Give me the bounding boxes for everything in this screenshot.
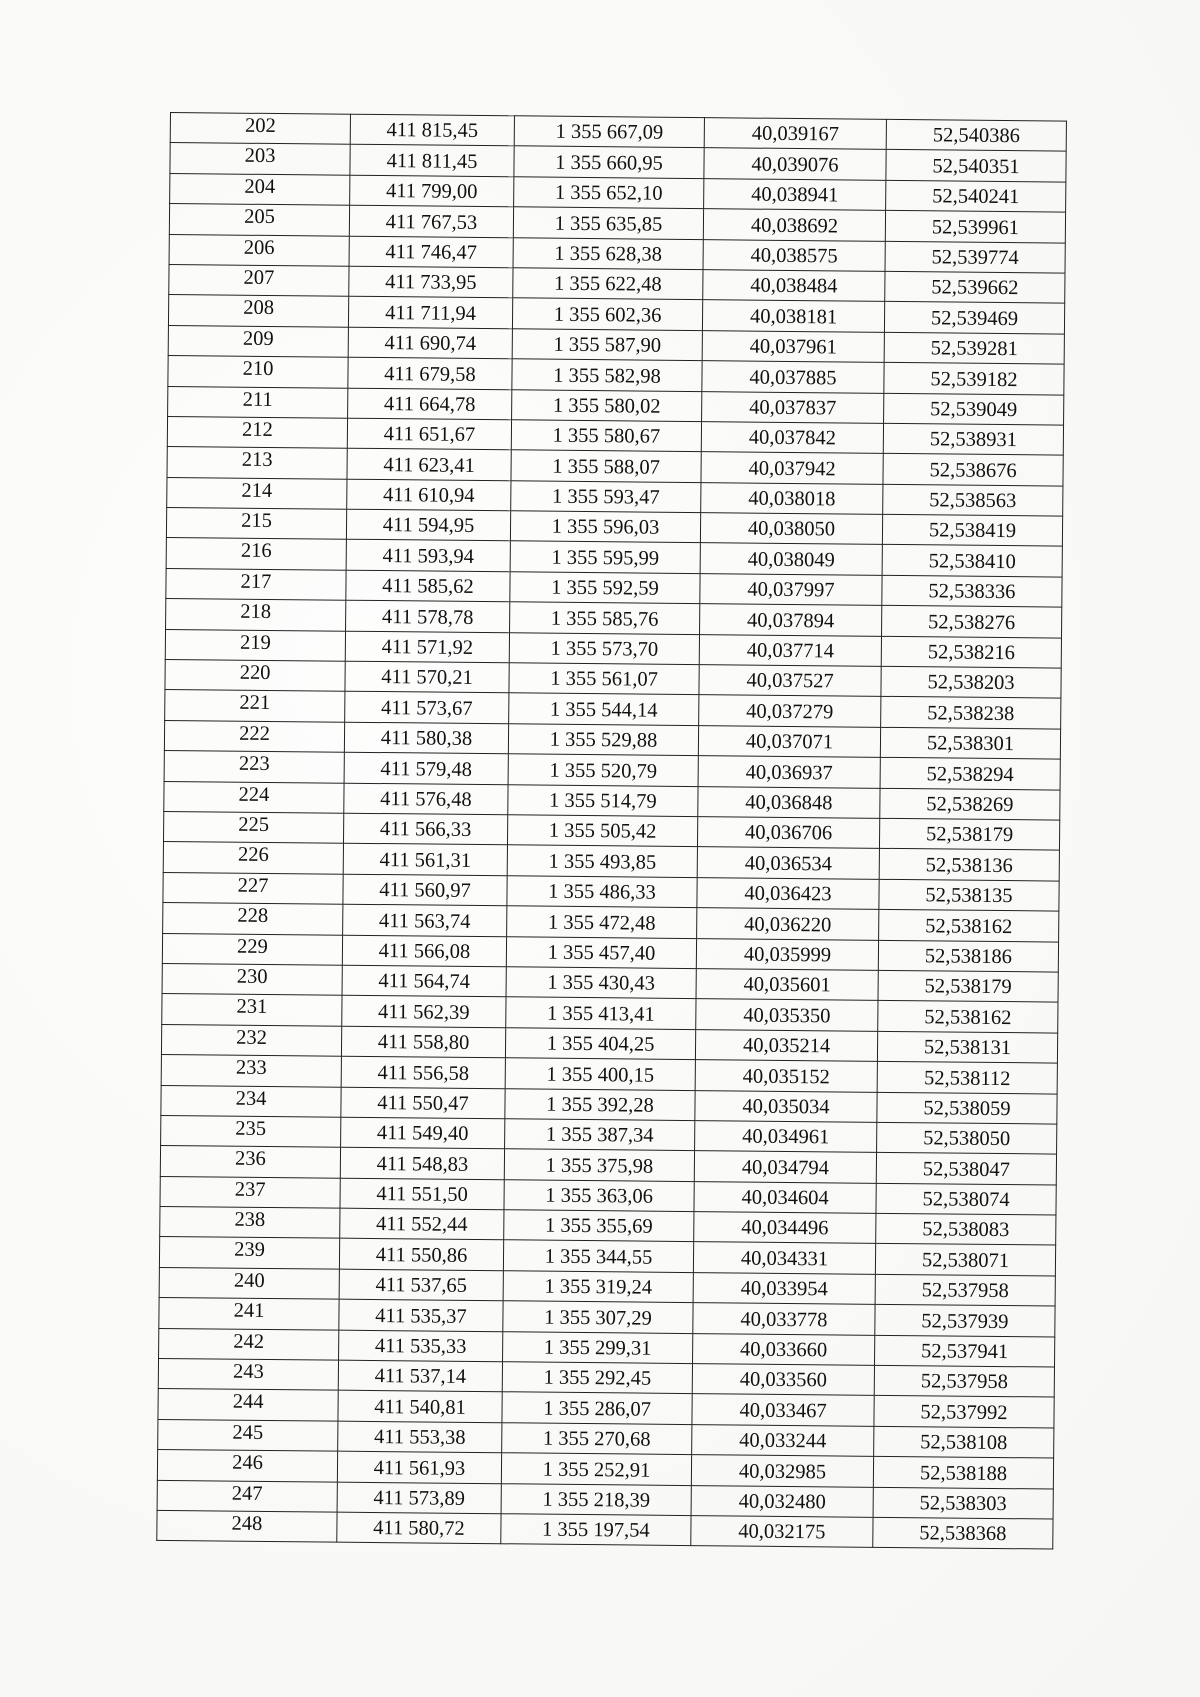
point-number-cell: 216	[166, 538, 346, 570]
latitude-cell: 40,037837	[702, 391, 884, 423]
latitude-cell: 40,037885	[702, 361, 884, 393]
latitude-cell: 40,037942	[701, 452, 883, 484]
y-coordinate-cell: 1 355 286,07	[502, 1392, 692, 1424]
x-coordinate-cell: 411 552,44	[340, 1208, 504, 1240]
latitude-cell: 40,035152	[695, 1060, 877, 1092]
y-coordinate-cell: 1 355 514,79	[508, 784, 698, 816]
latitude-cell: 40,037714	[699, 634, 881, 666]
latitude-cell: 40,036848	[698, 786, 880, 818]
x-coordinate-cell: 411 767,53	[349, 205, 513, 237]
y-coordinate-cell: 1 355 635,85	[513, 207, 703, 239]
latitude-cell: 40,039076	[704, 148, 886, 180]
latitude-cell: 40,033560	[692, 1364, 874, 1396]
latitude-cell: 40,037961	[702, 330, 884, 362]
longitude-cell: 52,538336	[882, 575, 1062, 607]
longitude-cell: 52,538303	[873, 1487, 1053, 1519]
y-coordinate-cell: 1 355 585,76	[510, 602, 700, 634]
y-coordinate-cell: 1 355 270,68	[502, 1423, 692, 1455]
longitude-cell: 52,538276	[882, 606, 1062, 638]
latitude-cell: 40,034604	[694, 1181, 876, 1213]
longitude-cell: 52,538563	[883, 484, 1063, 516]
latitude-cell: 40,034496	[694, 1212, 876, 1244]
latitude-cell: 40,034331	[693, 1242, 875, 1274]
latitude-cell: 40,032985	[691, 1455, 873, 1487]
latitude-cell: 40,038049	[700, 543, 882, 575]
point-number-cell: 231	[162, 994, 342, 1026]
latitude-cell: 40,033778	[693, 1303, 875, 1335]
longitude-cell: 52,538059	[877, 1092, 1057, 1124]
x-coordinate-cell: 411 560,97	[343, 874, 507, 906]
latitude-cell: 40,032175	[691, 1516, 873, 1548]
longitude-cell: 52,539469	[884, 302, 1064, 334]
point-number-cell: 230	[162, 963, 342, 995]
x-coordinate-cell: 411 733,95	[349, 266, 513, 298]
longitude-cell: 52,538186	[878, 940, 1058, 972]
y-coordinate-cell: 1 355 457,40	[506, 936, 696, 968]
y-coordinate-cell: 1 355 529,88	[508, 724, 698, 756]
longitude-cell: 52,540241	[886, 180, 1066, 212]
point-number-cell: 223	[164, 751, 344, 783]
x-coordinate-cell: 411 799,00	[350, 175, 514, 207]
longitude-cell: 52,537992	[874, 1396, 1054, 1428]
x-coordinate-cell: 411 651,67	[347, 418, 511, 450]
point-number-cell: 202	[170, 113, 350, 145]
longitude-cell: 52,538676	[883, 454, 1063, 486]
longitude-cell: 52,540351	[886, 150, 1066, 182]
x-coordinate-cell: 411 535,37	[339, 1299, 503, 1331]
x-coordinate-cell: 411 566,33	[343, 813, 507, 845]
y-coordinate-cell: 1 355 520,79	[508, 754, 698, 786]
point-number-cell: 213	[167, 447, 347, 479]
latitude-cell: 40,036706	[697, 817, 879, 849]
point-number-cell: 232	[161, 1024, 341, 1056]
longitude-cell: 52,537958	[874, 1365, 1054, 1397]
y-coordinate-cell: 1 355 580,02	[512, 389, 702, 421]
x-coordinate-cell: 411 553,38	[338, 1421, 502, 1453]
x-coordinate-cell: 411 549,40	[341, 1117, 505, 1149]
point-number-cell: 227	[163, 872, 343, 904]
y-coordinate-cell: 1 355 486,33	[507, 876, 697, 908]
y-coordinate-cell: 1 355 622,48	[513, 268, 703, 300]
x-coordinate-cell: 411 548,83	[340, 1147, 504, 1179]
y-coordinate-cell: 1 355 588,07	[511, 450, 701, 482]
y-coordinate-cell: 1 355 430,43	[506, 967, 696, 999]
y-coordinate-cell: 1 355 628,38	[513, 237, 703, 269]
point-number-cell: 238	[160, 1207, 340, 1239]
x-coordinate-cell: 411 562,39	[342, 996, 506, 1028]
longitude-cell: 52,538136	[879, 849, 1059, 881]
x-coordinate-cell: 411 593,94	[346, 540, 510, 572]
point-number-cell: 244	[158, 1389, 338, 1421]
longitude-cell: 52,539281	[884, 332, 1064, 364]
y-coordinate-cell: 1 355 472,48	[507, 906, 697, 938]
latitude-cell: 40,036423	[697, 877, 879, 909]
longitude-cell: 52,539774	[885, 241, 1065, 273]
longitude-cell: 52,538131	[877, 1031, 1057, 1063]
x-coordinate-cell: 411 585,62	[346, 570, 510, 602]
y-coordinate-cell: 1 355 392,28	[505, 1088, 695, 1120]
y-coordinate-cell: 1 355 493,85	[507, 845, 697, 877]
point-number-cell: 240	[159, 1267, 339, 1299]
longitude-cell: 52,538179	[878, 970, 1058, 1002]
latitude-cell: 40,034961	[695, 1120, 877, 1152]
y-coordinate-cell: 1 355 544,14	[509, 693, 699, 725]
point-number-cell: 235	[161, 1115, 341, 1147]
longitude-cell: 52,539049	[884, 393, 1064, 425]
point-number-cell: 242	[159, 1328, 339, 1360]
latitude-cell: 40,035034	[695, 1090, 877, 1122]
x-coordinate-cell: 411 610,94	[347, 479, 511, 511]
longitude-cell: 52,539662	[885, 271, 1065, 303]
x-coordinate-cell: 411 550,47	[341, 1087, 505, 1119]
x-coordinate-cell: 411 566,08	[342, 935, 506, 967]
point-number-cell: 247	[157, 1480, 337, 1512]
x-coordinate-cell: 411 579,48	[344, 752, 508, 784]
x-coordinate-cell: 411 580,38	[344, 722, 508, 754]
x-coordinate-cell: 411 571,92	[345, 631, 509, 663]
x-coordinate-cell: 411 623,41	[347, 449, 511, 481]
point-number-cell: 225	[163, 811, 343, 843]
x-coordinate-cell: 411 537,65	[339, 1269, 503, 1301]
x-coordinate-cell: 411 563,74	[343, 904, 507, 936]
x-coordinate-cell: 411 746,47	[349, 236, 513, 268]
y-coordinate-cell: 1 355 660,95	[514, 146, 704, 178]
longitude-cell: 52,537958	[875, 1274, 1055, 1306]
point-number-cell: 234	[161, 1085, 341, 1117]
latitude-cell: 40,033660	[693, 1333, 875, 1365]
longitude-cell: 52,537939	[875, 1305, 1055, 1337]
y-coordinate-cell: 1 355 344,55	[503, 1240, 693, 1272]
x-coordinate-cell: 411 540,81	[338, 1391, 502, 1423]
point-number-cell: 219	[165, 629, 345, 661]
y-coordinate-cell: 1 355 363,06	[504, 1179, 694, 1211]
x-coordinate-cell: 411 561,93	[337, 1451, 501, 1483]
latitude-cell: 40,038941	[704, 178, 886, 210]
latitude-cell: 40,038575	[703, 239, 885, 271]
latitude-cell: 40,038018	[701, 482, 883, 514]
coordinate-table-body	[157, 113, 1067, 1550]
point-number-cell: 236	[160, 1146, 340, 1178]
y-coordinate-cell: 1 355 355,69	[504, 1210, 694, 1242]
y-coordinate-cell: 1 355 587,90	[512, 329, 702, 361]
x-coordinate-cell: 411 558,80	[341, 1026, 505, 1058]
point-number-cell: 204	[170, 173, 350, 205]
point-number-cell: 212	[167, 416, 347, 448]
longitude-cell: 52,538931	[883, 423, 1063, 455]
x-coordinate-cell: 411 815,45	[350, 114, 514, 146]
longitude-cell: 52,538074	[876, 1183, 1056, 1215]
latitude-cell: 40,037527	[699, 665, 881, 697]
point-number-cell: 220	[165, 660, 345, 692]
point-number-cell: 203	[170, 143, 350, 175]
point-number-cell: 233	[161, 1055, 341, 1087]
latitude-cell: 40,037071	[698, 725, 880, 757]
longitude-cell: 52,538188	[873, 1457, 1053, 1489]
point-number-cell: 217	[166, 568, 346, 600]
x-coordinate-cell: 411 561,31	[343, 844, 507, 876]
point-number-cell: 207	[169, 264, 349, 296]
latitude-cell: 40,038484	[703, 270, 885, 302]
longitude-cell: 52,538368	[873, 1517, 1053, 1549]
longitude-cell: 52,538050	[877, 1122, 1057, 1154]
point-number-cell: 246	[157, 1450, 337, 1482]
x-coordinate-cell: 411 711,94	[348, 297, 512, 329]
point-number-cell: 248	[157, 1510, 337, 1542]
y-coordinate-cell: 1 355 413,41	[506, 997, 696, 1029]
x-coordinate-cell: 411 535,33	[339, 1330, 503, 1362]
point-number-cell: 229	[162, 933, 342, 965]
point-number-cell: 210	[168, 356, 348, 388]
y-coordinate-cell: 1 355 375,98	[504, 1149, 694, 1181]
longitude-cell: 52,540386	[886, 119, 1066, 151]
longitude-cell: 52,538216	[881, 636, 1061, 668]
y-coordinate-cell: 1 355 573,70	[509, 632, 699, 664]
latitude-cell: 40,037894	[700, 604, 882, 636]
x-coordinate-cell: 411 564,74	[342, 965, 506, 997]
point-number-cell: 218	[166, 599, 346, 631]
latitude-cell: 40,037997	[700, 573, 882, 605]
longitude-cell: 52,538419	[882, 514, 1062, 546]
coordinate-table	[156, 112, 1067, 1550]
longitude-cell: 52,538269	[880, 788, 1060, 820]
longitude-cell: 52,538047	[876, 1153, 1056, 1185]
point-number-cell: 243	[158, 1358, 338, 1390]
x-coordinate-cell: 411 556,58	[341, 1056, 505, 1088]
point-number-cell: 209	[168, 325, 348, 357]
latitude-cell: 40,039167	[704, 118, 886, 150]
longitude-cell: 52,538238	[881, 697, 1061, 729]
longitude-cell: 52,538162	[878, 1001, 1058, 1033]
latitude-cell: 40,035999	[696, 938, 878, 970]
latitude-cell: 40,036220	[697, 908, 879, 940]
y-coordinate-cell: 1 355 582,98	[512, 359, 702, 391]
longitude-cell: 52,537941	[875, 1335, 1055, 1367]
point-number-cell: 214	[167, 477, 347, 509]
y-coordinate-cell: 1 355 404,25	[505, 1027, 695, 1059]
x-coordinate-cell: 411 594,95	[346, 509, 510, 541]
point-number-cell: 208	[168, 295, 348, 327]
longitude-cell: 52,538410	[882, 545, 1062, 577]
y-coordinate-cell: 1 355 602,36	[512, 298, 702, 330]
longitude-cell: 52,538162	[879, 909, 1059, 941]
x-coordinate-cell: 411 576,48	[344, 783, 508, 815]
point-number-cell: 241	[159, 1298, 339, 1330]
latitude-cell: 40,033244	[692, 1424, 874, 1456]
point-number-cell: 211	[168, 386, 348, 418]
x-coordinate-cell: 411 573,89	[337, 1482, 501, 1514]
x-coordinate-cell: 411 551,50	[340, 1178, 504, 1210]
y-coordinate-cell: 1 355 592,59	[510, 572, 700, 604]
latitude-cell: 40,035350	[696, 999, 878, 1031]
latitude-cell: 40,033954	[693, 1272, 875, 1304]
point-number-cell: 206	[169, 234, 349, 266]
y-coordinate-cell: 1 355 387,34	[505, 1119, 695, 1151]
y-coordinate-cell: 1 355 197,54	[501, 1514, 691, 1546]
y-coordinate-cell: 1 355 667,09	[514, 116, 704, 148]
y-coordinate-cell: 1 355 292,45	[502, 1362, 692, 1394]
latitude-cell: 40,035601	[696, 969, 878, 1001]
point-number-cell: 205	[169, 204, 349, 236]
longitude-cell: 52,538071	[875, 1244, 1055, 1276]
point-number-cell: 222	[164, 720, 344, 752]
y-coordinate-cell: 1 355 580,67	[511, 420, 701, 452]
longitude-cell: 52,538108	[874, 1426, 1054, 1458]
y-coordinate-cell: 1 355 593,47	[511, 480, 701, 512]
x-coordinate-cell: 411 570,21	[345, 661, 509, 693]
x-coordinate-cell: 411 573,67	[345, 692, 509, 724]
x-coordinate-cell: 411 578,78	[346, 600, 510, 632]
point-number-cell: 221	[165, 690, 345, 722]
point-number-cell: 237	[160, 1176, 340, 1208]
latitude-cell: 40,037279	[699, 695, 881, 727]
y-coordinate-cell: 1 355 299,31	[503, 1331, 693, 1363]
latitude-cell: 40,036937	[698, 756, 880, 788]
latitude-cell: 40,038692	[703, 209, 885, 241]
longitude-cell: 52,538112	[877, 1061, 1057, 1093]
longitude-cell: 52,538179	[879, 818, 1059, 850]
x-coordinate-cell: 411 537,14	[338, 1360, 502, 1392]
point-number-cell: 245	[158, 1419, 338, 1451]
latitude-cell: 40,038050	[700, 513, 882, 545]
x-coordinate-cell: 411 664,78	[348, 388, 512, 420]
y-coordinate-cell: 1 355 319,24	[503, 1271, 693, 1303]
longitude-cell: 52,538301	[880, 727, 1060, 759]
y-coordinate-cell: 1 355 307,29	[503, 1301, 693, 1333]
longitude-cell: 52,538203	[881, 666, 1061, 698]
point-number-cell: 215	[166, 508, 346, 540]
longitude-cell: 52,538294	[880, 758, 1060, 790]
y-coordinate-cell: 1 355 505,42	[507, 815, 697, 847]
x-coordinate-cell: 411 690,74	[348, 327, 512, 359]
y-coordinate-cell: 1 355 595,99	[510, 541, 700, 573]
latitude-cell: 40,038181	[702, 300, 884, 332]
x-coordinate-cell: 411 550,86	[339, 1239, 503, 1271]
point-number-cell: 239	[159, 1237, 339, 1269]
longitude-cell: 52,539961	[885, 211, 1065, 243]
x-coordinate-cell: 411 580,72	[337, 1512, 501, 1544]
point-number-cell: 226	[163, 842, 343, 874]
point-number-cell: 228	[163, 903, 343, 935]
longitude-cell: 52,539182	[884, 362, 1064, 394]
longitude-cell: 52,538135	[879, 879, 1059, 911]
latitude-cell: 40,035214	[695, 1029, 877, 1061]
latitude-cell: 40,036534	[697, 847, 879, 879]
y-coordinate-cell: 1 355 218,39	[501, 1483, 691, 1515]
latitude-cell: 40,033467	[692, 1394, 874, 1426]
x-coordinate-cell: 411 811,45	[350, 145, 514, 177]
latitude-cell: 40,034794	[694, 1151, 876, 1183]
y-coordinate-cell: 1 355 400,15	[505, 1058, 695, 1090]
y-coordinate-cell: 1 355 596,03	[510, 511, 700, 543]
y-coordinate-cell: 1 355 561,07	[509, 663, 699, 695]
latitude-cell: 40,032480	[691, 1485, 873, 1517]
point-number-cell: 224	[164, 781, 344, 813]
longitude-cell: 52,538083	[876, 1213, 1056, 1245]
latitude-cell: 40,037842	[701, 422, 883, 454]
y-coordinate-cell: 1 355 252,91	[501, 1453, 691, 1485]
x-coordinate-cell: 411 679,58	[348, 357, 512, 389]
y-coordinate-cell: 1 355 652,10	[514, 177, 704, 209]
coordinate-table-sheet	[156, 112, 1067, 1550]
